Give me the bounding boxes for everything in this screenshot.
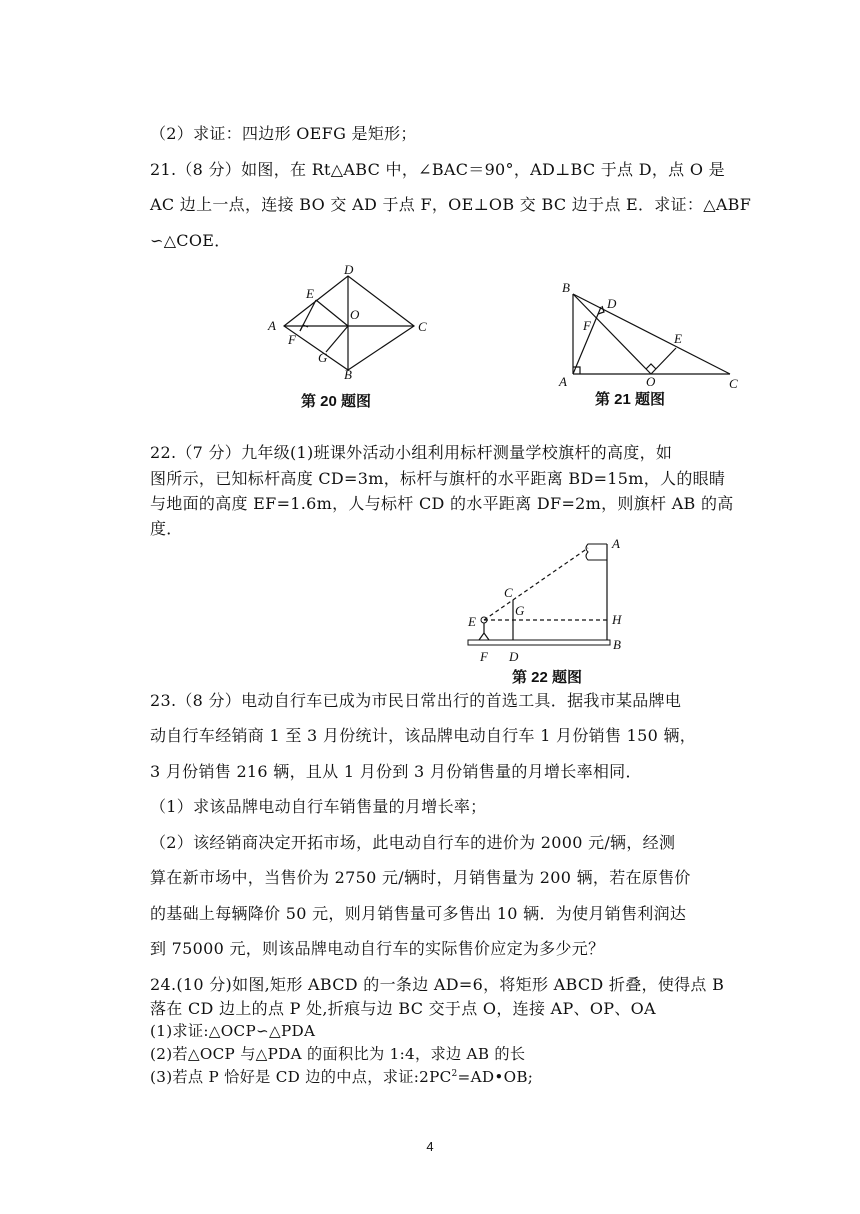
- fig20-og: [326, 326, 348, 352]
- figure-20: [262, 264, 442, 382]
- fig21-label-d: D: [607, 296, 617, 311]
- fig20-label-b: B: [344, 367, 352, 382]
- figure-22-caption: 第 22 题图: [512, 669, 583, 686]
- question-23-part1: （1）求该品牌电动自行车销售量的月增长率；: [150, 797, 487, 816]
- fig20-label-d: D: [344, 264, 354, 277]
- question-23-part2-line4: 到 75000 元，则该品牌电动自行车的实际售价应定为多少元？: [150, 939, 605, 958]
- fig20-label-f: F: [288, 332, 296, 347]
- fig21-label-b: B: [562, 280, 570, 295]
- fig22-flag: [586, 544, 607, 560]
- question-23-part2-line1: （2）该经销商决定开拓市场，此电动自行车的进价为 2000 元/辆，经测: [150, 833, 676, 852]
- question-24-part2: (2)若△OCP 与△PDA 的面积比为 1:4，求边 AB 的长: [150, 1045, 526, 1063]
- superscript-2: 2: [451, 1068, 458, 1079]
- figure-21-caption: 第 21 题图: [595, 391, 666, 408]
- page-number: 4: [426, 1139, 434, 1154]
- fig22-ground: [468, 640, 610, 645]
- fig21-label-f: F: [583, 318, 591, 333]
- fig22-label-e: E: [468, 614, 476, 629]
- question-23-line1: 23.（8 分）电动自行车已成为市民日常出行的首选工具．据我市某品牌电: [150, 691, 682, 710]
- question-22-line2: 图所示，已知标杆高度 CD=3m，标杆与旗杆的水平距离 BD=15m，人的眼睛: [150, 469, 726, 488]
- fig22-label-f: F: [480, 649, 488, 664]
- fig22-person-legs: [479, 633, 489, 640]
- fig22-label-h: H: [612, 612, 622, 627]
- fig20-label-o: O: [350, 307, 360, 322]
- fig21-label-o: O: [646, 374, 656, 389]
- question-23-part2-line3: 的基础上每辆降价 50 元，则月销售量可多售出 10 辆．为使月销售利润达: [150, 904, 687, 923]
- fig22-label-b: B: [613, 637, 621, 652]
- question-24-part3-text: (3)若点 P 恰好是 CD 边的中点，求证:2PC: [150, 1068, 452, 1086]
- figure-20-caption: 第 20 题图: [301, 393, 372, 410]
- figure-22: [460, 532, 630, 667]
- fig20-label-e: E: [306, 286, 314, 301]
- fig21-bc: [573, 294, 730, 374]
- fig21-label-a: A: [559, 374, 567, 389]
- question-24-part3: [150, 1066, 533, 1087]
- question-24-part1: (1)求证:△OCP∽△PDA: [150, 1022, 316, 1040]
- fig20-label-g: G: [318, 350, 328, 365]
- fig22-sightline: [484, 548, 588, 620]
- question-24-line2: 落在 CD 边上的点 P 处,折痕与边 BC 交于点 O，连接 AP、OP、OA: [150, 999, 656, 1018]
- question-24-part3-tail: =AD•OB;: [457, 1068, 534, 1086]
- fig21-right-angle-o: [646, 364, 656, 369]
- question-22-line1: 22.（7 分）九年级(1)班课外活动小组利用标杆测量学校旗杆的高度，如: [150, 443, 673, 462]
- fig22-label-d: D: [509, 649, 519, 664]
- fig21-label-c: C: [729, 376, 738, 390]
- question-20-part2: （2）求证：四边形 OEFG 是矩形；: [150, 124, 417, 143]
- fig22-label-g: G: [515, 603, 525, 618]
- question-23-part2-line2: 算在新市场中，当售价为 2750 元/辆时，月销售量为 200 辆，若在原售价: [150, 868, 691, 887]
- question-21-line3: ∽△COE．: [150, 231, 231, 250]
- figure-21: [555, 280, 745, 390]
- question-23-line2: 动自行车经销商 1 至 3 月份统计，该品牌电动自行车 1 月份销售 150 辆，: [150, 726, 697, 745]
- question-22-line4: 度．: [150, 519, 183, 538]
- question-21-line1: 21.（8 分）如图，在 Rt△ABC 中，∠BAC＝90°，AD⊥BC 于点 D，点 O 是: [150, 160, 725, 179]
- question-23-line3: 3 月份销售 216 辆，且从 1 月份到 3 月份销售量的月增长率相同．: [150, 762, 642, 781]
- fig22-label-a: A: [612, 536, 620, 551]
- fig20-label-a: A: [268, 318, 276, 333]
- fig20-oe: [316, 300, 348, 326]
- fig21-label-e: E: [674, 331, 682, 346]
- question-22-line3: 与地面的高度 EF=1.6m，人与标杆 CD 的水平距离 DF=2m，则旗杆 AB 的高: [150, 494, 734, 513]
- question-24-line1: 24.(10 分)如图,矩形 ABCD 的一条边 AD=6，将矩形 ABCD 折叠，使得点 B: [150, 975, 725, 994]
- fig20-label-c: C: [418, 319, 427, 334]
- question-21-line2: AC 边上一点，连接 BO 交 AD 于点 F，OE⊥OB 交 BC 边于点 E．求证：△ABF: [150, 195, 752, 214]
- fig21-oe: [651, 348, 676, 374]
- fig22-label-c: C: [504, 585, 513, 600]
